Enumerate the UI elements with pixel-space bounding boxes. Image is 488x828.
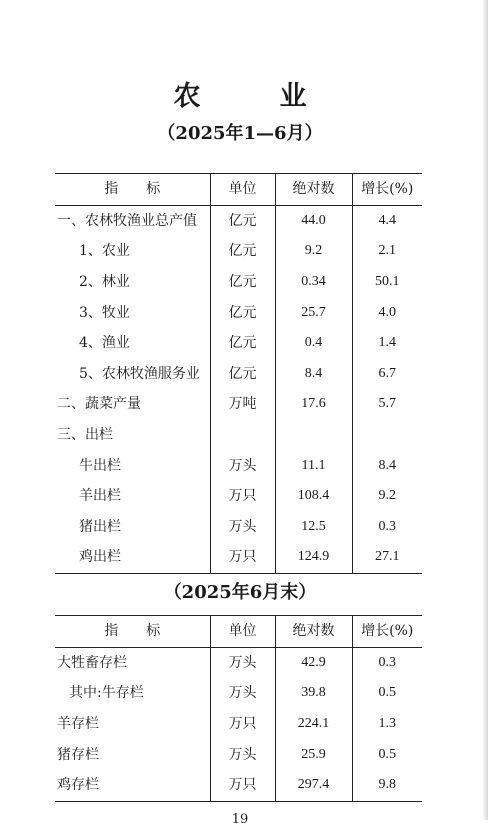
row-value: 11.1 [275,450,352,481]
row-name: 猪存栏 [57,746,99,763]
row-unit: 亿元 [210,205,275,236]
table-row [55,770,422,801]
row-name: 1、农业 [79,243,130,260]
row-name: 4、渔业 [79,335,130,352]
row-name: 鸡出栏 [55,542,210,573]
row-growth: 2.1 [352,236,422,267]
row-growth: 0.3 [352,647,422,678]
row-unit: 万只 [210,770,275,801]
row-growth: 1.3 [352,709,422,740]
row-value: 108.4 [275,481,352,512]
table-row [55,647,422,678]
table-row [55,709,422,740]
row-value: 0.4 [275,328,352,359]
table-row [55,481,422,512]
row-value: 25.7 [275,297,352,328]
row-name: 一、农林牧渔业总产值 [57,212,197,229]
row-growth: 6.7 [352,359,422,390]
row-growth: 50.1 [352,267,422,298]
row-growth: 0.5 [352,739,422,770]
row-unit: 亿元 [210,267,275,298]
row-name: 其中:牛存栏 [69,685,144,702]
row-name: 2、林业 [79,274,130,291]
row-unit: 亿元 [210,328,275,359]
table-row [55,420,422,451]
header-indicator: 指 标 [55,174,210,206]
row-unit: 亿元 [210,359,275,390]
row-unit: 亿元 [210,236,275,267]
row-name: 5、农林牧渔服务业 [79,365,200,382]
row-growth: 27.1 [352,542,422,573]
row-growth: 5.7 [352,389,422,420]
header-growth: 增长(%) [352,174,422,206]
row-value: 9.2 [275,236,352,267]
header-growth: 增长(%) [352,616,422,648]
page-title: 农 业 [173,81,333,112]
period-subtitle-june-end: （2025年6月末） [163,582,317,603]
table-header-row [55,174,422,206]
table-row [55,205,422,236]
table-row [55,450,422,481]
table-row [55,359,422,390]
row-value: 0.34 [275,267,352,298]
row-growth: 1.4 [352,328,422,359]
table-row [55,297,422,328]
row-unit: 万只 [210,542,275,573]
row-name: 鸡存栏 [55,770,210,801]
header-absolute: 绝对数 [275,174,352,206]
row-growth: 9.8 [352,770,422,801]
row-value: 42.9 [275,647,352,678]
row-value: 297.4 [275,770,352,801]
row-growth: 4.4 [352,205,422,236]
row-unit: 万头 [210,678,275,709]
row-value: 8.4 [275,359,352,390]
row-growth [352,420,422,451]
table-row [55,328,422,359]
row-name: 羊存栏 [57,716,99,733]
page-number: 19 [231,812,249,827]
row-unit: 万只 [210,709,275,740]
row-growth: 4.0 [352,297,422,328]
row-value: 17.6 [275,389,352,420]
row-growth: 0.3 [352,512,422,543]
row-unit: 亿元 [210,297,275,328]
row-growth: 0.5 [352,678,422,709]
row-value: 124.9 [275,542,352,573]
row-name: 3、牧业 [79,304,130,321]
row-value: 12.5 [275,512,352,543]
row-value: 39.8 [275,678,352,709]
table-header-row [55,616,422,648]
row-unit: 万头 [210,647,275,678]
row-name: 羊出栏 [79,488,121,505]
row-value [275,420,352,451]
row-name: 猪出栏 [79,518,121,535]
row-unit: 万只 [210,481,275,512]
row-name: 大牲畜存栏 [57,654,127,671]
row-unit: 万头 [210,512,275,543]
header-absolute: 绝对数 [275,616,352,648]
row-growth: 9.2 [352,481,422,512]
header-unit: 单位 [210,616,275,648]
row-growth: 8.4 [352,450,422,481]
row-name: 二、蔬菜产量 [57,396,141,413]
row-name: 牛出栏 [79,457,121,474]
row-unit: 万头 [210,450,275,481]
table-row [55,389,422,420]
header-unit: 单位 [210,174,275,206]
row-name: 三、出栏 [57,427,113,444]
row-unit [210,420,275,451]
table-row [55,267,422,298]
table-row [55,739,422,770]
agriculture-output-table [55,173,422,574]
page-edge-shadow [482,0,488,820]
row-value: 25.9 [275,739,352,770]
row-unit: 万头 [210,739,275,770]
header-indicator: 指 标 [55,616,210,648]
period-subtitle-h1: （2025年1—6月） [157,123,323,144]
row-value: 44.0 [275,205,352,236]
table-row [55,512,422,543]
row-unit: 万吨 [210,389,275,420]
table-row [55,542,422,573]
table-row [55,236,422,267]
row-value: 224.1 [275,709,352,740]
livestock-inventory-table [55,615,422,802]
table-row [55,678,422,709]
